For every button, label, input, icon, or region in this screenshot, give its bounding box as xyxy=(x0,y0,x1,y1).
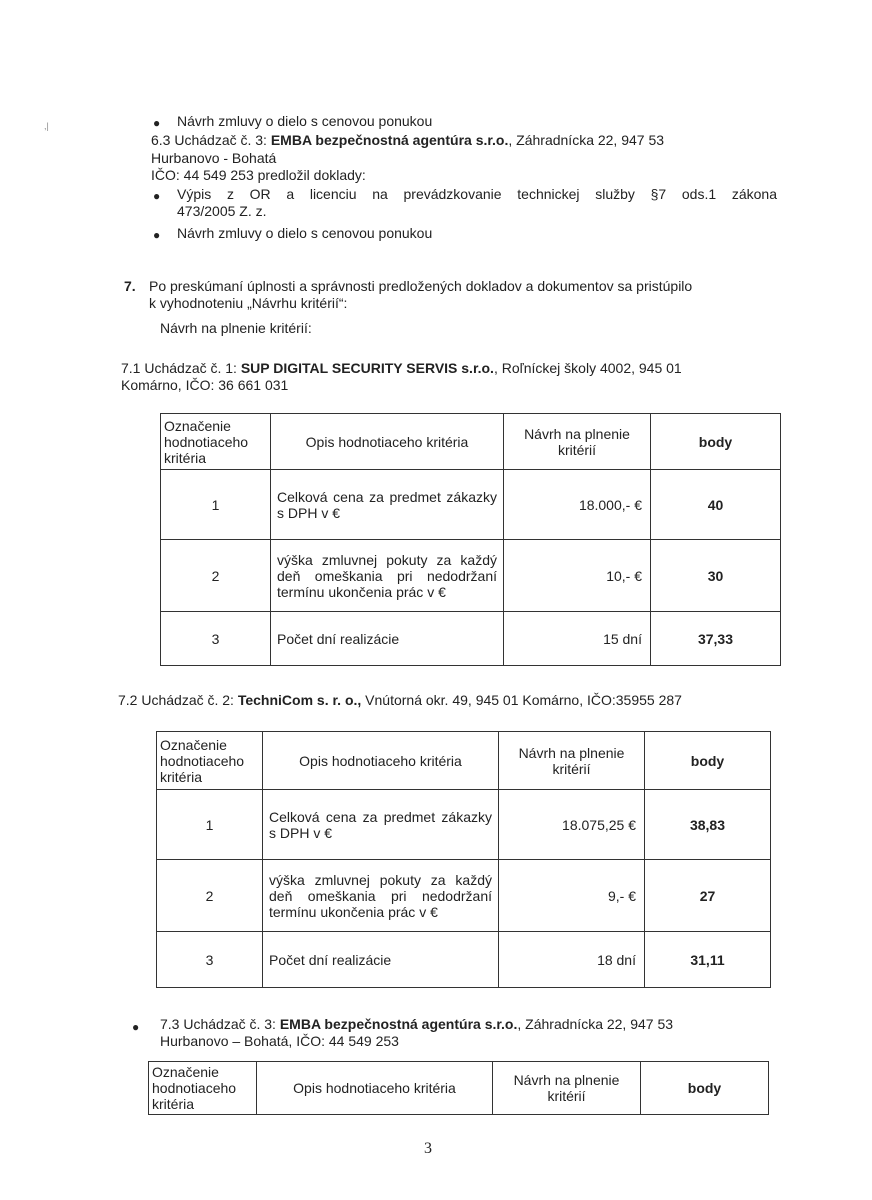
section-7-1 xyxy=(121,360,781,377)
row-value: 18 dní xyxy=(499,932,645,988)
criteria-table-1 xyxy=(160,413,781,666)
s73-line2: Hurbanovo – Bohatá, IČO: 44 549 253 xyxy=(160,1033,399,1049)
row-number: 1 xyxy=(161,470,271,540)
section-6-3 xyxy=(151,132,781,149)
section-7-2 xyxy=(118,692,778,709)
bullet-dot: ● xyxy=(153,116,161,130)
row-number: 1 xyxy=(157,790,263,860)
header-points: body xyxy=(641,1062,769,1115)
header-points: body xyxy=(645,732,771,790)
s73-address: , Záhradnícka 22, 947 53 xyxy=(517,1016,674,1032)
bullet-dot: ● xyxy=(153,189,161,203)
s63-line3: IČO: 44 549 253 predložil doklady: xyxy=(151,167,366,183)
criteria-table-3 xyxy=(148,1061,769,1115)
row-number: 3 xyxy=(161,612,271,666)
s72-company: TechniCom s. r. o., xyxy=(237,692,362,708)
section-7-line1: Po preskúmaní úplnosti a správnosti predložených dokladov a dokumentov sa pristúpilo xyxy=(149,278,693,294)
row-points: 31,11 xyxy=(645,932,771,988)
row-value: 9,- € xyxy=(499,860,645,932)
bullet-dot: ● xyxy=(153,228,161,242)
row-number: 3 xyxy=(157,932,263,988)
row-value: 15 dní xyxy=(504,612,651,666)
s63-prefix: 6.3 Uchádzač č. 3: xyxy=(151,132,271,148)
table-row xyxy=(157,860,771,932)
row-points: 37,33 xyxy=(651,612,781,666)
row-description: Celková cena za predmet zákazky s DPH v € xyxy=(263,790,499,860)
bullet-text-cont: 473/2005 Z. z. xyxy=(177,203,267,219)
row-points: 38,83 xyxy=(645,790,771,860)
bullet-text: Návrh zmluvy o dielo s cenovou ponukou xyxy=(177,113,433,129)
table-row xyxy=(157,932,771,988)
header-points: body xyxy=(651,414,781,470)
row-number: 2 xyxy=(161,540,271,612)
header-criterion-id: Označenie hodnotiaceho kritéria xyxy=(149,1062,257,1115)
s63-company: EMBA bezpečnostná agentúra s.r.o. xyxy=(270,132,509,148)
row-description: výška zmluvnej pokuty za každý deň omeškania pri nedodržaní termínu ukončenia prác v € xyxy=(271,540,504,612)
section-7-number: 7. xyxy=(124,278,136,294)
row-description: Počet dní realizácie xyxy=(271,612,504,666)
s63-line2: Hurbanovo - Bohatá xyxy=(151,150,277,166)
criteria-table-2 xyxy=(156,731,771,988)
section-7-3 xyxy=(160,1016,770,1033)
s71-line2: Komárno, IČO: 36 661 031 xyxy=(121,377,289,393)
bullet-dot: ● xyxy=(132,1020,140,1034)
table-header-row xyxy=(161,414,781,470)
bullet-text: Návrh zmluvy o dielo s cenovou ponukou xyxy=(177,225,433,241)
header-proposal: Návrh na plnenie kritérií xyxy=(504,414,651,470)
row-points: 30 xyxy=(651,540,781,612)
s72-address: Vnútorná okr. 49, 945 01 Komárno, IČO:35955 287 xyxy=(361,692,682,708)
table-header-row xyxy=(157,732,771,790)
row-points: 27 xyxy=(645,860,771,932)
s73-prefix: 7.3 Uchádzač č. 3: xyxy=(160,1016,280,1032)
table-row xyxy=(161,612,781,666)
header-description: Opis hodnotiaceho kritéria xyxy=(271,414,504,470)
header-description: Opis hodnotiaceho kritéria xyxy=(263,732,499,790)
s71-prefix: 7.1 Uchádzač č. 1: xyxy=(121,360,241,376)
row-description: výška zmluvnej pokuty za každý deň omeškania pri nedodržaní termínu ukončenia prác v € xyxy=(263,860,499,932)
row-value: 18.000,- € xyxy=(504,470,651,540)
row-number: 2 xyxy=(157,860,263,932)
row-description: Celková cena za predmet zákazky s DPH v € xyxy=(271,470,504,540)
section-7-line2: k vyhodnoteniu „Návrhu kritérií“: xyxy=(149,295,348,311)
scan-mark: ,| xyxy=(44,121,49,131)
s71-company: SUP DIGITAL SECURITY SERVIS s.r.o. xyxy=(240,360,494,376)
table-header-row xyxy=(149,1062,769,1115)
header-description: Opis hodnotiaceho kritéria xyxy=(257,1062,493,1115)
bullet-text: Výpis z OR a licenciu na prevádzkovanie technickej služby §7 ods.1 zákona xyxy=(177,186,777,202)
row-value: 18.075,25 € xyxy=(499,790,645,860)
s72-prefix: 7.2 Uchádzač č. 2: xyxy=(118,692,238,708)
s73-company: EMBA bezpečnostná agentúra s.r.o. xyxy=(279,1016,518,1032)
row-description: Počet dní realizácie xyxy=(263,932,499,988)
header-proposal: Návrh na plnenie kritérií xyxy=(499,732,645,790)
header-criterion-id: Označenie hodnotiaceho kritéria xyxy=(157,732,263,790)
table-row xyxy=(161,540,781,612)
row-value: 10,- € xyxy=(504,540,651,612)
row-points: 40 xyxy=(651,470,781,540)
s71-address: , Roľníckej školy 4002, 945 01 xyxy=(493,360,682,376)
header-proposal: Návrh na plnenie kritérií xyxy=(493,1062,641,1115)
header-criterion-id: Označenie hodnotiaceho kritéria xyxy=(161,414,271,470)
section-7-subheading: Návrh na plnenie kritérií: xyxy=(160,320,312,336)
table-row xyxy=(157,790,771,860)
s63-address: , Záhradnícka 22, 947 53 xyxy=(508,132,665,148)
table-row xyxy=(161,470,781,540)
page-number: 3 xyxy=(424,1140,432,1157)
